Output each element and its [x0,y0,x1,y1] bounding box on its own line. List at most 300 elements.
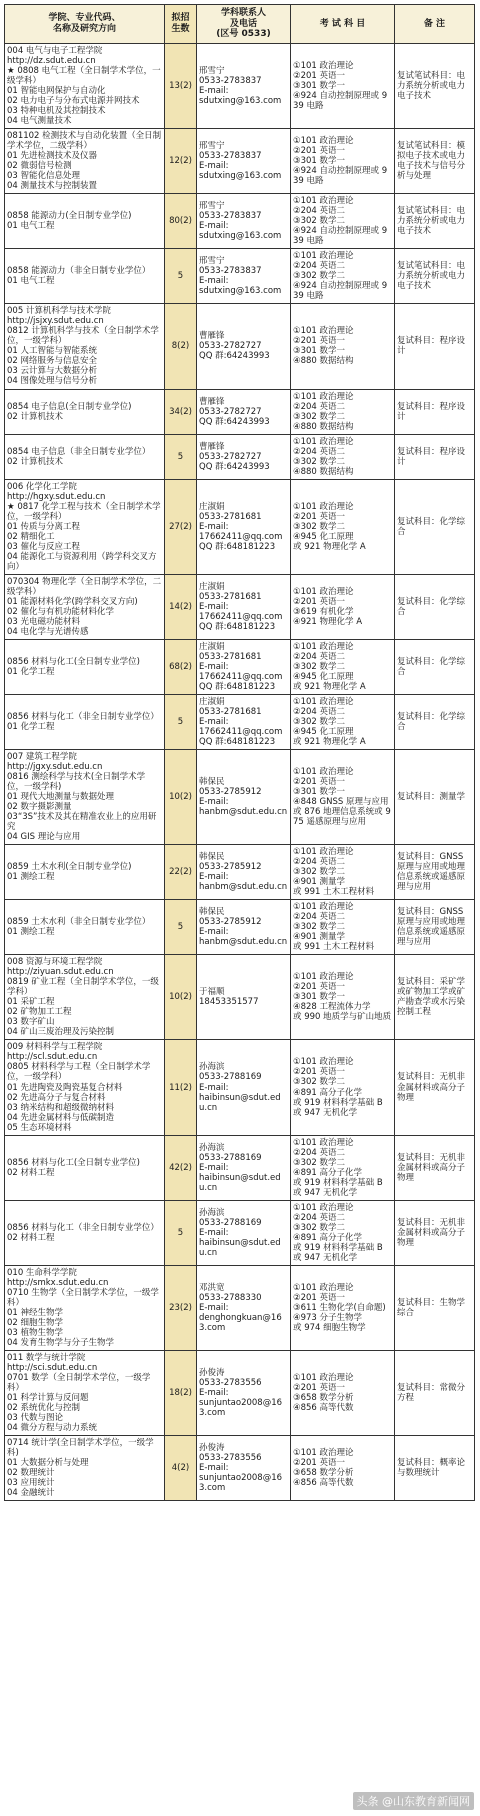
cell-line: haibinsun@sdut.edu.cn [199,1092,281,1113]
cell-remarks [395,639,475,694]
cell-line: 01 电气工程 [7,276,55,287]
cell-enrollment-count: 5 [165,1200,197,1265]
cell-line: ③658 数学分析 [293,1468,354,1479]
cell-remarks [395,1265,475,1350]
cell-line: 0533-2781681 [199,511,262,522]
cell-line: 02 计算机技术 [7,411,64,422]
cell-exam-subjects [291,639,395,694]
cell-remarks [395,479,475,574]
table-row [5,479,475,574]
cell-college-major [5,1265,165,1350]
cell-enrollment-count: 22(2) [165,845,197,900]
cell-line: ①101 政治理论 [293,847,354,858]
cell-line: 04 金融统计 [7,1488,55,1499]
cell-line: ②204 英语二 [293,261,346,272]
cell-line: 02 数字摄影测量 [7,802,72,813]
cell-line: sdutxing@163.com [199,96,282,107]
cell-line: 0533-2781681 [199,651,262,662]
cell-line: ③302 数学二 [293,661,346,672]
cell-line: 0533-2783837 [199,151,262,162]
cell-line: 0533-2782727 [199,406,262,417]
cell-line: 邢雪宁 [199,141,225,152]
cell-college-major [5,1436,165,1501]
cell-line: ④945 化工原理 [293,671,354,682]
cell-remarks [395,955,475,1040]
table-row [5,1350,475,1435]
cell-remarks [395,1200,475,1265]
cell-line: 03 植物生物学 [7,1327,64,1338]
cell-remarks [395,304,475,389]
cell-line: 0812 计算机科学与技术（全日制学术学位，一级学科） [7,326,159,347]
cell-contact [197,694,291,749]
cell-line: 韩保民 [199,907,225,918]
cell-line: E-mail: [199,872,229,883]
cell-line: 0856 材料与化工（非全日制专业学位） [7,1222,159,1233]
cell-line: 0533-2788169 [199,1152,262,1163]
cell-line: 曹雁锋 [199,441,225,452]
cell-line: 0533-2785912 [199,862,262,873]
cell-line: 0856 材料与化工(全日制专业学位) [7,656,140,667]
cell-line: ①101 政治理论 [293,902,354,913]
cell-line: ③302 数学二 [293,411,346,422]
cell-line: E-mail: [199,1227,229,1238]
cell-line: 04 GIS 理论与应用 [7,832,81,843]
cell-college-major [5,194,165,249]
cell-line: ②201 英语一 [293,1458,346,1469]
cell-line: 02 系统优化与控制 [7,1402,81,1413]
cell-line: 070304 物理化学（全日制学术学位，二级学科） [7,576,162,597]
cell-line: 01 人工智能与智能系统 [7,346,98,357]
cell-line: 010 生命科学学院 [7,1267,77,1278]
cell-line: ②201 英语一 [293,1382,346,1393]
cell-college-major [5,479,165,574]
cell-line: ①101 政治理论 [293,1282,354,1293]
cell-line: (区号 0533) [216,29,271,40]
cell-remarks [395,389,475,434]
cell-line: 005 计算机科学与技术学院 [7,306,111,317]
cell-line: 名称及研究方向 [52,24,116,34]
cell-remarks [395,1436,475,1501]
cell-line: 0533-2783837 [199,266,262,277]
cell-college-major [5,1135,165,1200]
cell-line: 04 电气测量技术 [7,116,72,127]
cell-enrollment-count: 34(2) [165,389,197,434]
cell-line: sunjuntao2008@163.com [199,1473,283,1494]
cell-line: 03 纳米结构和超级微纳材料 [7,1102,115,1113]
cell-line[interactable]: http://jsjxy.sdut.edu.cn [7,316,104,327]
cell-college-major [5,845,165,900]
cell-line: 02 材料工程 [7,1232,55,1243]
cell-contact [197,845,291,900]
cell-line: ④945 化工原理 [293,726,354,737]
cell-line: 0858 能源动力（非全日制专业学位） [7,266,151,277]
cell-contact [197,574,291,639]
cell-line: ①101 政治理论 [293,436,354,447]
cell-line: E-mail: [199,86,229,97]
cell-line: 0533-2785912 [199,917,262,928]
cell-line: E-mail: [199,161,229,172]
cell-remarks [395,1040,475,1135]
cell-line: E-mail: [199,1302,229,1313]
cell-exam-subjects [291,955,395,1040]
cell-line: 或 947 无机化学 [293,1107,358,1118]
cell-line: ②204 英语二 [293,1212,346,1223]
cell-college-major [5,1200,165,1265]
cell-remarks [395,1135,475,1200]
cell-contact [197,1265,291,1350]
cell-line: ③302 数学二 [293,716,346,727]
cell-line: 备 注 [423,18,446,29]
cell-enrollment-count: 5 [165,249,197,304]
cell-line: 05 生态环境材料 [7,1122,72,1133]
cell-line[interactable]: http://jgxy.sdut.edu.cn [7,762,103,773]
cell-line: 0854 电子信息（非全日制专业学位） [7,446,151,457]
cell-line: 复试科目：化学综合 [397,596,466,617]
cell-line: sdutxing@163.com [199,231,282,242]
cell-line: 01 能源材料化学(跨学科交叉方向) [7,596,138,607]
cell-line: 庄淑娟 [199,696,225,707]
cell-contact [197,194,291,249]
cell-line: 庄淑娟 [199,641,225,652]
cell-line: 01 科学计算与反问题 [7,1392,89,1403]
cell-line: 02 细胞生物学 [7,1317,64,1328]
cell-line: sdutxing@163.com [199,171,282,182]
cell-line: ①101 政治理论 [293,61,354,72]
cell-line: ③658 数学分析 [293,1392,354,1403]
cell-exam-subjects [291,389,395,434]
cell-line: ②201 英语一 [293,596,346,607]
cell-line: ①101 政治理论 [293,501,354,512]
cell-line: 或 919 材料科学基础 B [293,1242,383,1253]
cell-line: ①101 政治理论 [293,1057,354,1068]
cell-contact [197,1350,291,1435]
cell-line: 01 电气工程 [7,221,55,232]
cell-line: ③301 数学一 [293,992,346,1003]
cell-line: 03 应用统计 [7,1478,55,1489]
cell-line: ②201 英语一 [293,511,346,522]
cell-contact [197,479,291,574]
cell-line: 孙海滨 [199,1207,225,1218]
header-exam-subjects [291,5,395,44]
table-row [5,434,475,479]
cell-line: E-mail: [199,1082,229,1093]
cell-line: 02 电力电子与分布式电源并网技术 [7,96,140,107]
cell-line: 或 947 无机化学 [293,1187,358,1198]
cell-line: 009 材料科学与工程学院 [7,1042,103,1053]
cell-line: 庄淑娟 [199,581,225,592]
cell-line: ②204 英语二 [293,706,346,717]
cell-line: ②201 英语一 [293,982,346,993]
cell-line: hanbm@sdut.edu.cn [199,807,288,818]
cell-line: ④891 高分子化学 [293,1087,363,1098]
cell-line: 03 数字矿山 [7,1017,55,1028]
cell-line[interactable]: http://dz.sdut.edu.cn [7,56,96,67]
cell-exam-subjects [291,1265,395,1350]
cell-line: 或 990 地质学与矿山地质 [293,1012,392,1023]
cell-contact [197,44,291,129]
cell-enrollment-count: 14(2) [165,574,197,639]
cell-line: 或 919 材料科学基础 B [293,1097,383,1108]
cell-contact [197,434,291,479]
cell-line: 02 矿物加工工程 [7,1007,72,1018]
cell-line: 0701 数学（全日制学术学位，一级学科） [7,1372,151,1393]
cell-exam-subjects [291,845,395,900]
cell-exam-subjects [291,304,395,389]
cell-line: 01 化学工程 [7,721,55,732]
cell-enrollment-count: 80(2) [165,194,197,249]
cell-line: E-mail: [199,716,229,727]
cell-line: 0533-2783556 [199,1377,262,1388]
table-row [5,389,475,434]
cell-line: 复试科目：无机非金属材料或高分子物理 [397,1152,466,1183]
cell-line: 孙俊涛 [199,1443,225,1454]
cell-exam-subjects [291,249,395,304]
cell-line: ①101 政治理论 [293,1202,354,1213]
cell-line: 0533-2788169 [199,1072,262,1083]
cell-line: haibinsun@sdut.edu.cn [199,1237,281,1258]
cell-line: 0859 土木水利（非全日制专业学位） [7,917,151,928]
table-body [5,44,475,1501]
cell-remarks [395,434,475,479]
cell-line: 或 921 物理化学 A [293,541,366,552]
table-row [5,194,475,249]
cell-contact [197,1436,291,1501]
cell-line: 03 催化与反应工程 [7,541,81,552]
cell-line: 0533-2788169 [199,1217,262,1228]
cell-line: ④973 分子生物学 [293,1312,363,1323]
cell-line: 曹雁锋 [199,331,225,342]
cell-line: 008 资源与环境工程学院 [7,957,103,968]
cell-line: ②201 英语一 [293,1292,346,1303]
table-row [5,750,475,845]
cell-line: 0533-2783837 [199,76,262,87]
cell-line[interactable]: http://hgxy.sdut.edu.cn [7,491,106,502]
cell-line: 复试科目：常微分方程 [397,1382,466,1403]
cell-exam-subjects [291,1200,395,1265]
cell-line: 复试科目：采矿学或矿物加工学或矿产勘查学或水污染控制工程 [397,977,466,1018]
cell-enrollment-count: 42(2) [165,1135,197,1200]
cell-remarks [395,845,475,900]
cell-line: 或 974 细胞生物学 [293,1322,366,1333]
table-row [5,304,475,389]
cell-line: ④945 化工原理 [293,531,354,542]
cell-line: 韩保民 [199,852,225,863]
cell-line: 或 991 土木工程材料 [293,942,375,953]
cell-line: 02 精细化工 [7,531,55,542]
cell-line: 02 微弱信号检测 [7,161,72,172]
cell-line: ②201 英语一 [293,146,346,157]
cell-contact [197,249,291,304]
cell-line: ③302 数学二 [293,1157,346,1168]
cell-college-major [5,639,165,694]
cell-line: 0859 土木水利(全日制专业学位) [7,862,132,873]
cell-line: 于福顺 [199,987,225,998]
cell-line: 复试科目：程序设计 [397,336,466,357]
cell-line: ③302 数学二 [293,521,346,532]
cell-line: ③302 数学二 [293,867,346,878]
cell-line: ③619 有机化学 [293,606,354,617]
cell-line: ①101 政治理论 [293,586,354,597]
cell-line: 复试笔试科目：电力系统分析或电力电子技术 [397,206,466,237]
cell-line: 复试笔试科目：电力系统分析或电力电子技术 [397,71,466,102]
cell-line: ①101 政治理论 [293,767,354,778]
cell-line: 邢雪宁 [199,66,225,77]
cell-line: 004 电气与电子工程学院 [7,46,103,56]
cell-enrollment-count: 5 [165,694,197,749]
cell-line: 复试科目：化学综合 [397,711,466,732]
cell-line: 复试科目：无机非金属材料或高分子物理 [397,1217,466,1248]
cell-line: hanbm@sdut.edu.cn [199,882,288,893]
cell-line: ③302 数学二 [293,216,346,227]
cell-line: ④891 高分子化学 [293,1167,363,1178]
cell-line: ④880 数据结构 [293,421,354,432]
cell-enrollment-count: 18(2) [165,1350,197,1435]
cell-line: 孙海滨 [199,1062,225,1073]
cell-line: 04 矿山三废治理及污染控制 [7,1027,115,1038]
header-remarks [395,5,475,44]
cell-line: ①101 政治理论 [293,1448,354,1459]
cell-line: 17662411@qq.com [199,671,283,682]
cell-exam-subjects [291,1040,395,1135]
cell-line: ④924 自动控制原理或 939 电路 [293,166,388,187]
cell-line: 04 能源化工与资源利用（跨学科交叉方向） [7,551,157,572]
admissions-table [4,4,475,1501]
cell-line: 或 947 无机化学 [293,1252,358,1263]
cell-line: ②204 英语二 [293,206,346,217]
cell-remarks [395,1350,475,1435]
cell-line: ③302 数学二 [293,922,346,933]
cell-line: 02 材料工程 [7,1167,55,1178]
cell-line: 03 云计算与大数据分析 [7,366,98,377]
cell-line: 02 先进高分子与复合材料 [7,1092,106,1103]
cell-line: 邓洪宽 [199,1282,225,1293]
cell-line: 拟招 [171,13,190,24]
cell-line: 韩保民 [199,777,225,788]
cell-line: 01 神经生物学 [7,1307,64,1318]
cell-enrollment-count: 5 [165,900,197,955]
cell-line: 学院、专业代码、 [48,13,121,24]
cell-line: QQ 群:648181223 [199,541,276,552]
cell-line[interactable]: http://ziyuan.sdut.edu.cn [7,967,114,978]
cell-line: 02 催化与有机功能材料化学 [7,606,115,617]
cell-college-major [5,574,165,639]
cell-line: ①101 政治理论 [293,326,354,337]
cell-enrollment-count: 4(2) [165,1436,197,1501]
cell-college-major [5,304,165,389]
table-row [5,900,475,955]
cell-contact [197,900,291,955]
cell-line: 081102 检测技术与自动化装置（全日制学术学位，二级学科） [7,131,162,152]
table-row [5,1265,475,1350]
table-row [5,1200,475,1265]
cell-contact [197,129,291,194]
cell-line: 邢雪宁 [199,201,225,212]
cell-contact [197,1200,291,1265]
cell-college-major [5,389,165,434]
cell-line: 04 先进金属材料与低碳制造 [7,1112,115,1123]
table-row [5,574,475,639]
cell-line: 01 先进陶瓷及陶瓷基复合材料 [7,1082,123,1093]
cell-line: ②201 英语一 [293,71,346,82]
cell-college-major [5,694,165,749]
cell-remarks [395,694,475,749]
cell-exam-subjects [291,900,395,955]
cell-exam-subjects [291,750,395,845]
cell-line: 01 现代大地测量与数据处理 [7,792,115,803]
cell-line: 17662411@qq.com [199,611,283,622]
cell-enrollment-count: 10(2) [165,750,197,845]
cell-line: sdutxing@163.com [199,286,282,297]
cell-line: E-mail: [199,601,229,612]
table-header-row [5,5,475,44]
cell-line: 生数 [171,24,190,34]
cell-line: 18453351577 [199,997,259,1008]
watermark: 头条 @山东教育新闻网 [353,1792,475,1810]
cell-line: ④891 高分子化学 [293,1232,363,1243]
table-row [5,1040,475,1135]
admissions-table-page [4,4,474,1501]
table-row [5,1436,475,1501]
cell-enrollment-count: 13(2) [165,44,197,129]
cell-line: 邢雪宁 [199,256,225,267]
cell-line: E-mail: [199,1162,229,1173]
cell-line: 或 921 物理化学 A [293,737,366,747]
cell-line: 02 计算机技术 [7,456,64,467]
cell-enrollment-count: 10(2) [165,955,197,1040]
cell-line: 01 化学工程 [7,666,55,677]
cell-college-major [5,249,165,304]
cell-line[interactable]: http://sci.sdut.edu.cn [7,1362,98,1373]
cell-contact [197,750,291,845]
cell-line: E-mail: [199,276,229,287]
cell-line: 0714 统计学(全日制学术学位，一级学科) [7,1438,154,1459]
cell-line: 0533-2782727 [199,451,262,462]
cell-line: E-mail: [199,797,229,808]
cell-line: 04 微分方程与动力系统 [7,1423,98,1433]
cell-college-major [5,750,165,845]
cell-line: 0533-2782727 [199,341,262,352]
cell-line: 或 919 材料科学基础 B [293,1177,383,1188]
cell-line: 复试科目：无机非金属材料或高分子物理 [397,1072,466,1103]
cell-line: ③301 数学一 [293,787,346,798]
cell-line: 0816 测绘科学与技术(全日制学术学位，一级学科) [7,772,146,793]
table-row [5,129,475,194]
cell-line[interactable]: http://smkx.sdut.edu.cn [7,1277,109,1288]
cell-line: ④924 自动控制原理或 939 电路 [293,281,388,302]
cell-college-major [5,129,165,194]
cell-line: 03 代数与图论 [7,1412,64,1423]
cell-line: 复试科目：程序设计 [397,446,466,467]
cell-line: 03 特种电机及其控制技术 [7,106,106,117]
cell-line: hanbm@sdut.edu.cn [199,937,288,948]
cell-line: 01 测绘工程 [7,872,55,883]
cell-line: 复试科目：测量学 [397,792,466,803]
cell-line: QQ 群:648181223 [199,681,276,692]
cell-exam-subjects [291,434,395,479]
cell-line[interactable]: http://scl.sdut.edu.cn [7,1052,98,1063]
cell-exam-subjects [291,194,395,249]
cell-enrollment-count: 27(2) [165,479,197,574]
cell-line: 复试科目：概率论与数理统计 [397,1458,466,1479]
cell-line: 04 图像处理与信号分析 [7,376,98,387]
cell-line: 复试科目：化学综合 [397,656,466,677]
cell-remarks [395,129,475,194]
cell-exam-subjects [291,694,395,749]
cell-line: ②204 英语二 [293,912,346,923]
cell-exam-subjects [291,574,395,639]
cell-line: ③301 数学一 [293,346,346,357]
cell-line: 0533-2783837 [199,211,262,222]
